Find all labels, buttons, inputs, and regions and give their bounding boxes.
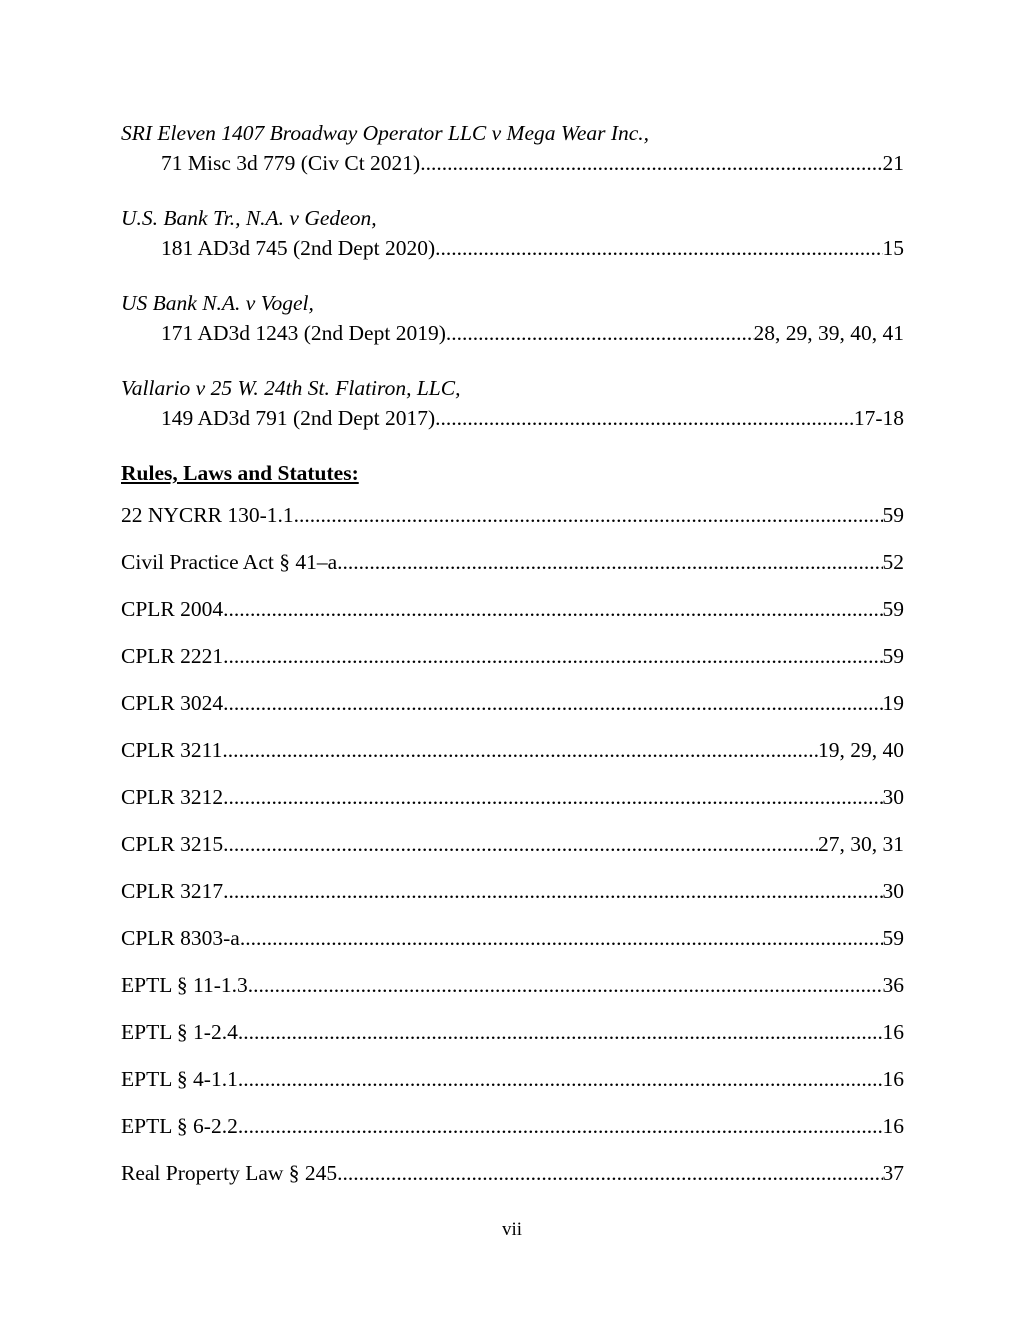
statutes-list: [121, 500, 904, 1205]
case-citation-line: [121, 148, 904, 178]
statute-label: EPTL § 1-2.4: [121, 1020, 238, 1044]
table-of-authorities: [121, 118, 904, 1205]
statute-label: CPLR 3215: [121, 832, 224, 856]
statute-entry: [121, 970, 904, 1017]
statute-label: EPTL § 6-2.2: [121, 1114, 238, 1138]
dot-leader: [223, 688, 882, 718]
statute-entry: [121, 782, 904, 829]
case-citation: 171 AD3d 1243 (2nd Dept 2019): [161, 321, 446, 345]
statute-entry: [121, 641, 904, 688]
case-citation: 149 AD3d 791 (2nd Dept 2017): [161, 406, 436, 430]
page-references: 59: [882, 597, 904, 621]
case-citation: 71 Misc 3d 779 (Civ Ct 2021): [161, 151, 421, 175]
page-references: 16: [882, 1114, 904, 1138]
page-references: 16: [882, 1020, 904, 1044]
dot-leader: [294, 500, 883, 530]
page-references: 19, 29, 40: [818, 738, 904, 762]
statute-entry: [121, 1064, 904, 1111]
case-citation: 181 AD3d 745 (2nd Dept 2020): [161, 236, 436, 260]
dot-leader: [337, 547, 882, 577]
dot-leader: [337, 1158, 882, 1188]
dot-leader: [223, 782, 882, 812]
dot-leader: [420, 148, 882, 178]
page-references: 15: [882, 236, 904, 260]
statute-entry: [121, 594, 904, 641]
dot-leader: [248, 970, 883, 1000]
page-references: 59: [882, 926, 904, 950]
dot-leader: [223, 876, 882, 906]
section-heading-rules-laws-statutes: Rules, Laws and Statutes:: [121, 461, 359, 485]
case-entry: [121, 288, 904, 348]
dot-leader: [238, 1064, 883, 1094]
statute-label: Civil Practice Act § 41–a: [121, 550, 338, 574]
statute-label: CPLR 3212: [121, 785, 224, 809]
statute-label: Real Property Law § 245: [121, 1161, 338, 1185]
case-entry: [121, 373, 904, 433]
statute-label: CPLR 2004: [121, 597, 224, 621]
statute-entry: [121, 1158, 904, 1205]
statute-entry: [121, 829, 904, 876]
page-references: 36: [882, 973, 904, 997]
page-references: 37: [882, 1161, 904, 1185]
case-entry: [121, 203, 904, 263]
dot-leader: [240, 923, 883, 953]
statute-entry: [121, 876, 904, 923]
page-references: 19: [882, 691, 904, 715]
statute-label: 22 NYCRR 130-1.1: [121, 503, 294, 527]
case-name: U.S. Bank Tr., N.A. v Gedeon,: [121, 206, 377, 230]
statute-label: CPLR 3217: [121, 879, 224, 903]
page-references: 16: [882, 1067, 904, 1091]
statute-entry: [121, 735, 904, 782]
case-citation-line: [121, 318, 904, 348]
page-references: 30: [882, 785, 904, 809]
statute-label: EPTL § 4-1.1: [121, 1067, 238, 1091]
case-entry: [121, 118, 904, 178]
dot-leader: [223, 641, 882, 671]
case-citation-line: [121, 403, 904, 433]
dot-leader: [238, 1111, 883, 1141]
statute-entry: [121, 1111, 904, 1158]
statute-label: EPTL § 11-1.3: [121, 973, 248, 997]
case-name: Vallario v 25 W. 24th St. Flatiron, LLC,: [121, 376, 461, 400]
statute-entry: [121, 1017, 904, 1064]
case-citation-line: [121, 233, 904, 263]
statute-entry: [121, 688, 904, 735]
page-references: 59: [882, 503, 904, 527]
page-references: 28, 29, 39, 40, 41: [753, 321, 904, 345]
page-references: 17-18: [853, 406, 904, 430]
case-name: US Bank N.A. v Vogel,: [121, 291, 314, 315]
dot-leader: [435, 233, 882, 263]
statute-label: CPLR 3211: [121, 738, 223, 762]
page-references: 27, 30, 31: [818, 832, 904, 856]
case-name: SRI Eleven 1407 Broadway Operator LLC v Mega Wear Inc.,: [121, 121, 650, 145]
dot-leader: [446, 318, 754, 348]
statute-label: CPLR 3024: [121, 691, 224, 715]
page-references: 30: [882, 879, 904, 903]
dot-leader: [223, 829, 818, 859]
dot-leader: [223, 594, 882, 624]
statute-entry: [121, 547, 904, 594]
page-references: 52: [882, 550, 904, 574]
statute-entry: [121, 500, 904, 547]
statute-label: CPLR 2221: [121, 644, 224, 668]
dot-leader: [222, 735, 818, 765]
page-number: vii: [501, 1219, 523, 1240]
statute-entry: [121, 923, 904, 970]
page-references: 59: [882, 644, 904, 668]
dot-leader: [435, 403, 854, 433]
dot-leader: [238, 1017, 883, 1047]
statute-label: CPLR 8303-a: [121, 926, 240, 950]
page-references: 21: [882, 151, 904, 175]
